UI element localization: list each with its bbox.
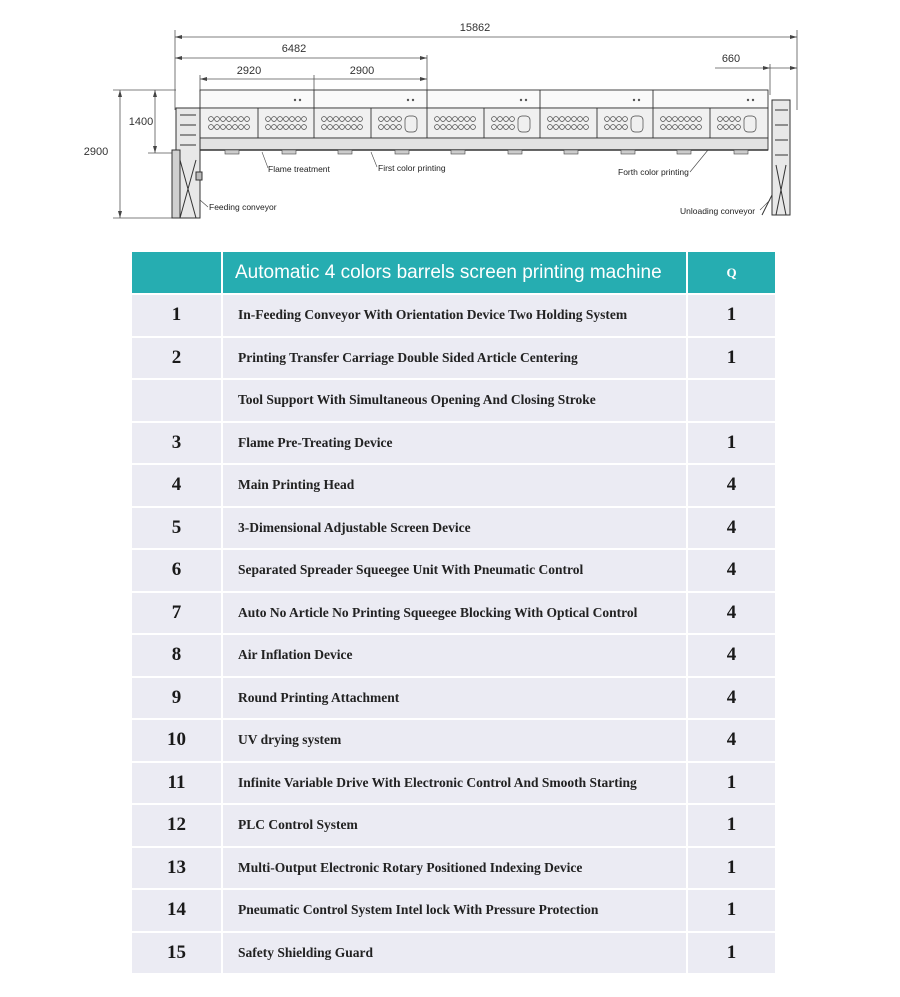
label-unloading-conveyor: Unloading conveyor [680,206,756,216]
label-first-color-printing: First color printing [378,163,446,173]
row-number: 5 [132,508,223,551]
dim-module-b: 2900 [349,65,375,77]
table-row [132,465,777,508]
dim-module-a: 2920 [236,65,262,77]
table-title: Automatic 4 colors barrels screen printing machine [223,252,688,295]
row-description: Separated Spreader Squeegee Unit With Pneumatic Control [223,550,688,593]
dim-total-height: 2900 [83,146,109,158]
row-number: 4 [132,465,223,508]
dim-total-length: 15862 [459,22,491,34]
row-number: 15 [132,933,223,976]
table-row [132,338,777,381]
row-description: Multi-Output Electronic Rotary Positioned Indexing Device [223,848,688,891]
table-row [132,380,777,423]
row-number: 3 [132,423,223,466]
row-description: Flame Pre-Treating Device [223,423,688,466]
table-row [132,848,777,891]
row-number: 6 [132,550,223,593]
row-quantity: 4 [688,593,777,636]
row-quantity: 4 [688,678,777,721]
table-row [132,890,777,933]
row-description: Safety Shielding Guard [223,933,688,976]
table-row [132,763,777,806]
row-number: 10 [132,720,223,763]
row-number: 14 [132,890,223,933]
row-number: 9 [132,678,223,721]
row-description: Printing Transfer Carriage Double Sided Article Centering [223,338,688,381]
row-quantity: 1 [688,295,777,338]
row-description: PLC Control System [223,805,688,848]
table-row [132,805,777,848]
row-quantity [688,380,777,423]
header-quantity: Q [688,252,777,295]
dim-head-height: 1400 [128,116,154,128]
table-row [132,295,777,338]
row-quantity: 1 [688,890,777,933]
row-description: UV drying system [223,720,688,763]
label-flame-treatment: Flame treatment [268,164,330,174]
row-quantity: 1 [688,423,777,466]
row-description: Auto No Article No Printing Squeegee Blocking With Optical Control [223,593,688,636]
row-description: 3-Dimensional Adjustable Screen Device [223,508,688,551]
row-number: 13 [132,848,223,891]
row-description: Round Printing Attachment [223,678,688,721]
row-quantity: 4 [688,508,777,551]
row-quantity: 4 [688,465,777,508]
row-number: 8 [132,635,223,678]
spec-table [132,252,777,975]
dim-section-length: 6482 [281,43,307,55]
row-description: Air Inflation Device [223,635,688,678]
row-quantity: 1 [688,763,777,806]
row-number: 1 [132,295,223,338]
label-fourth-color-printing: Forth color printing [618,167,689,177]
header-number-cell [132,252,223,295]
table-row [132,550,777,593]
row-description: In-Feeding Conveyor With Orientation Device Two Holding System [223,295,688,338]
row-number: 11 [132,763,223,806]
table-row [132,720,777,763]
row-quantity: 1 [688,848,777,891]
dim-end-offset: 660 [721,53,741,65]
table-row [132,678,777,721]
machine-layout-drawing [0,0,900,235]
row-quantity: 4 [688,635,777,678]
row-description: Main Printing Head [223,465,688,508]
row-number: 2 [132,338,223,381]
row-quantity: 1 [688,805,777,848]
row-description: Tool Support With Simultaneous Opening And Closing Stroke [223,380,688,423]
row-number: 12 [132,805,223,848]
table-row [132,508,777,551]
table-row [132,593,777,636]
row-description: Infinite Variable Drive With Electronic Control And Smooth Starting [223,763,688,806]
row-number: 7 [132,593,223,636]
row-quantity: 1 [688,338,777,381]
table-header-row [132,252,777,295]
table-row [132,423,777,466]
machine-drawing-svg [0,0,900,235]
label-feeding-conveyor: Feeding conveyor [209,202,277,212]
row-number [132,380,223,423]
table-row [132,635,777,678]
row-quantity: 4 [688,720,777,763]
row-description: Pneumatic Control System Intel lock With Pressure Protection [223,890,688,933]
row-quantity: 1 [688,933,777,976]
row-quantity: 4 [688,550,777,593]
table-row [132,933,777,976]
